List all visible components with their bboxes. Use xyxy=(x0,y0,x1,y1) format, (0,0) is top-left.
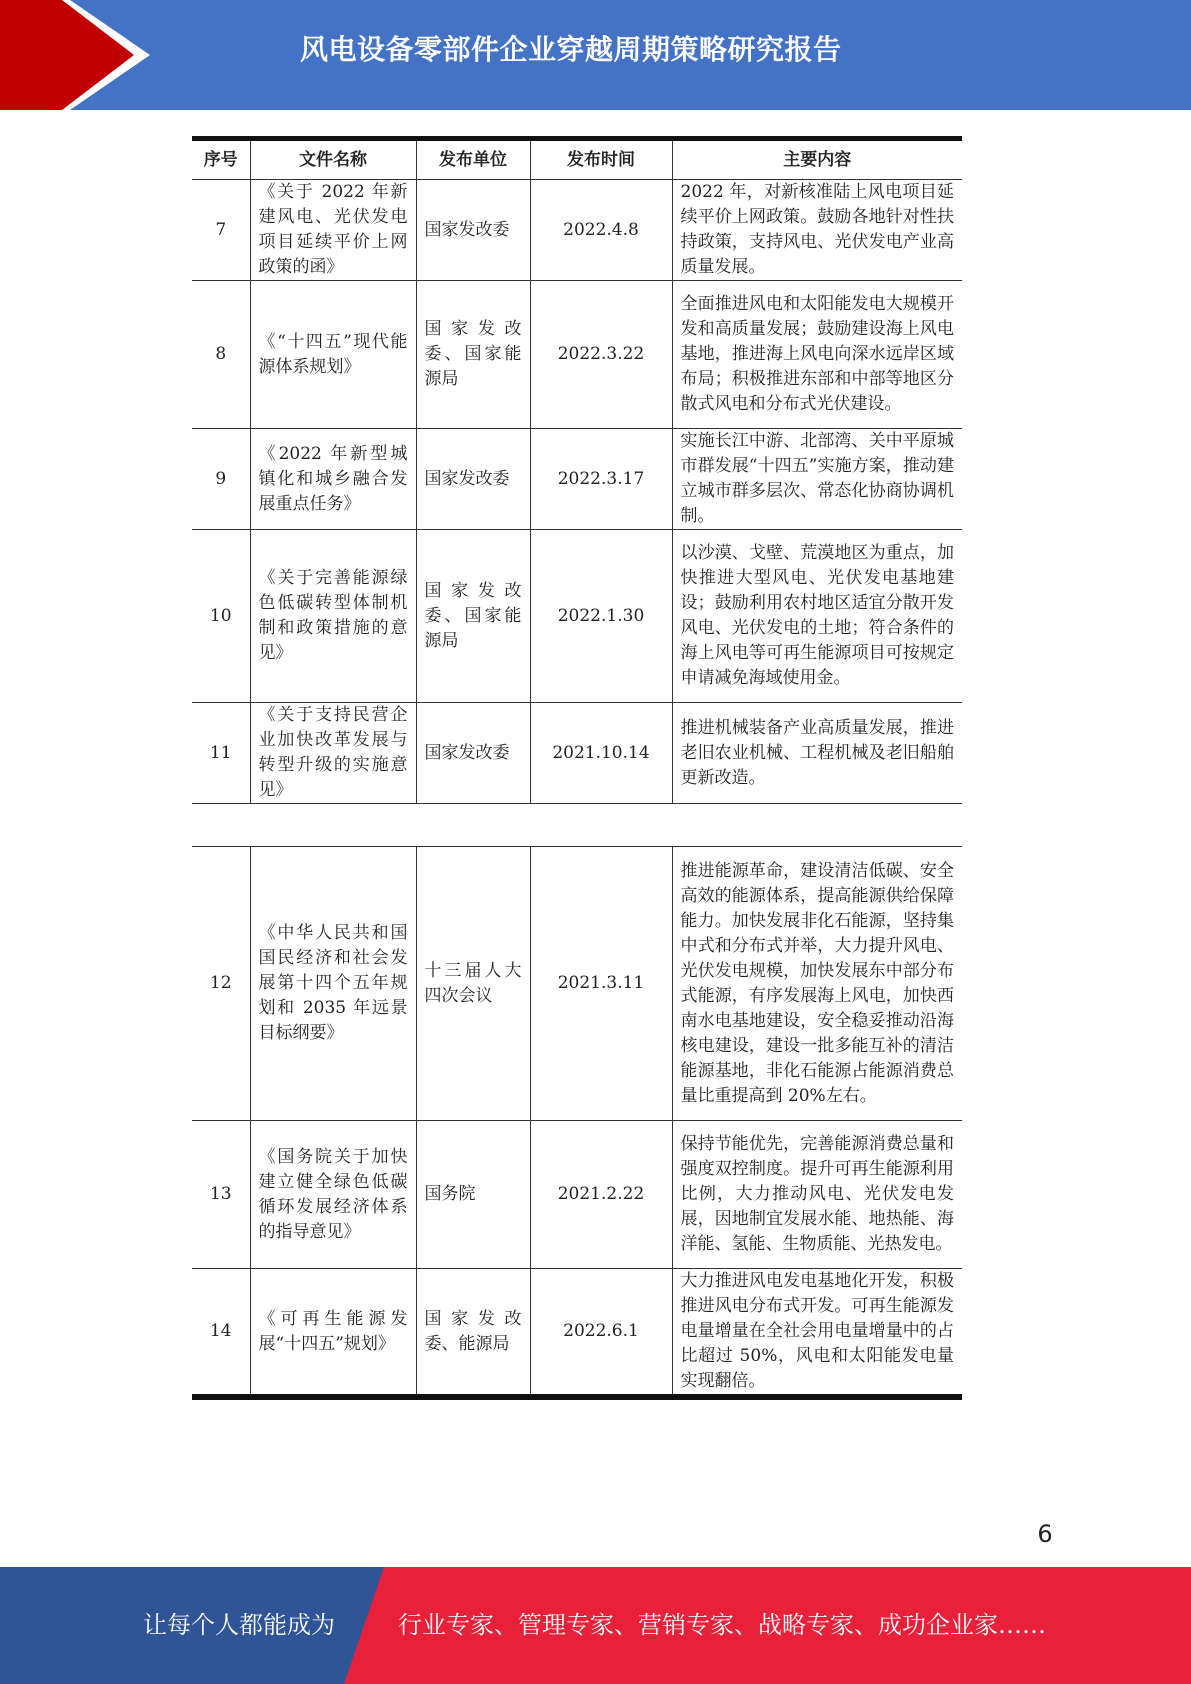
row-no: 7 xyxy=(192,180,250,281)
issuing-org: 国务院 xyxy=(416,1121,530,1269)
main-content: 以沙漠、戈壁、荒漠地区为重点，加快推进大型风电、光伏发电基地建设；鼓励利用农村地区适宜分散开发风电、光伏发电的土地；符合条件的海上风电等可再生能源项目可按规定申请减免海域使用金。 xyxy=(672,530,962,703)
table-row xyxy=(192,1121,962,1269)
document-name: 《关于 2022 年新建风电、光伏发电项目延续平价上网政策的函》 xyxy=(250,180,416,281)
column-header-org: 发布单位 xyxy=(416,139,530,180)
table-row xyxy=(192,281,962,429)
header-chevron-icon xyxy=(0,0,160,110)
column-header-no: 序号 xyxy=(192,139,250,180)
table-row xyxy=(192,847,962,1121)
main-content: 全面推进风电和太阳能发电大规模开发和高质量发展；鼓励建设海上风电基地，推进海上风电向深水远岸区域布局；积极推进东部和中部等地区分散式风电和分布式光伏建设。 xyxy=(672,281,962,429)
row-no: 9 xyxy=(192,429,250,530)
document-name: 《国务院关于加快建立健全绿色低碳循环发展经济体系的指导意见》 xyxy=(250,1121,416,1269)
issuing-org: 国家发改委、国家能源局 xyxy=(416,530,530,703)
document-name: 《“十四五”现代能源体系规划》 xyxy=(250,281,416,429)
main-content: 保持节能优先，完善能源消费总量和强度双控制度。提升可再生能源利用比例，大力推动风电、光伏发电发展，因地制宜发展水能、地热能、海洋能、氢能、生物质能、光热发电。 xyxy=(672,1121,962,1269)
footer-slogan-right: 行业专家、管理专家、营销专家、战略专家、成功企业家…… xyxy=(398,1611,1046,1639)
issuing-org: 国家发改委 xyxy=(416,429,530,530)
footer-slogan-left: 让每个人都能成为 xyxy=(143,1611,335,1639)
row-no: 12 xyxy=(192,847,250,1121)
main-content: 大力推进风电发电基地化开发，积极推进风电分布式开发。可再生能源发电量增量在全社会用电量增量中的占比超过 50%，风电和太阳能发电量实现翻倍。 xyxy=(680,1271,954,1391)
main-content: 实施长江中游、北部湾、关中平原城市群发展“十四五”实施方案，推动建立城市群多层次、常态化协商协调机制。 xyxy=(672,429,962,530)
row-no: 14 xyxy=(192,1269,250,1398)
issue-date: 2021.2.22 xyxy=(530,1121,672,1269)
main-content: 2022 年，对新核准陆上风电项目延续平价上网政策。鼓励各地针对性扶持政策，支持风电、光伏发电产业高质量发展。 xyxy=(672,180,962,281)
row-no: 8 xyxy=(192,281,250,429)
report-title: 风电设备零部件企业穿越周期策略研究报告 xyxy=(300,33,842,66)
issue-date: 2021.10.14 xyxy=(530,703,672,804)
table-row xyxy=(192,703,962,804)
document-name: 《可再生能源发展“十四五”规划》 xyxy=(250,1269,416,1398)
row-no: 10 xyxy=(192,530,250,703)
document-name: 《关于支持民营企业加快改革发展与转型升级的实施意见》 xyxy=(250,703,416,804)
header-bar xyxy=(0,0,1191,110)
issuing-org: 国家发改委、能源局 xyxy=(416,1269,530,1398)
issuing-org: 国家发改委 xyxy=(416,180,530,281)
document-name: 《2022 年新型城镇化和城乡融合发展重点任务》 xyxy=(250,429,416,530)
issuing-org: 十三届人大四次会议 xyxy=(416,847,530,1121)
table-row xyxy=(192,1269,962,1398)
document-name: 《关于完善能源绿色低碳转型体制机制和政策措施的意见》 xyxy=(250,530,416,703)
column-header-name: 文件名称 xyxy=(250,139,416,180)
main-content: 推进能源革命，建设清洁低碳、安全高效的能源体系，提高能源供给保障能力。加快发展非化石能源，坚持集中式和分布式并举，大力提升风电、光伏发电规模，加快发展东中部分布式能源，有序发展海上风电，加快西南水电基地建设，安全稳妥推动沿海核电建设，建设一批多能互补的清洁能源基地，非化石能源占能源消费总量比重提高到 20%左右。 xyxy=(672,847,962,1121)
issue-date: 2021.3.11 xyxy=(530,847,672,1121)
table-row xyxy=(192,180,962,281)
table-row xyxy=(192,530,962,703)
column-header-date: 发布时间 xyxy=(530,139,672,180)
policy-table-part-1 xyxy=(192,136,962,804)
issuing-org: 国家发改委、国家能源局 xyxy=(416,281,530,429)
issuing-org: 国家发改委 xyxy=(416,703,530,804)
main-content: 推进机械装备产业高质量发展，推进老旧农业机械、工程机械及老旧船舶更新改造。 xyxy=(672,703,962,804)
column-header-content: 主要内容 xyxy=(672,139,962,180)
row-no: 11 xyxy=(192,703,250,804)
issue-date: 2022.3.17 xyxy=(530,429,672,530)
issue-date: 2022.4.8 xyxy=(530,180,672,281)
policy-table-part-2 xyxy=(192,846,962,1400)
issue-date: 2022.1.30 xyxy=(530,530,672,703)
issue-date: 2022.6.1 xyxy=(530,1269,672,1398)
footer-banner xyxy=(0,1567,1191,1684)
table-header-row xyxy=(192,139,962,180)
table-row xyxy=(192,429,962,530)
page-number: 6 xyxy=(1037,1520,1053,1548)
row-no: 13 xyxy=(192,1121,250,1269)
document-name: 《中华人民共和国国民经济和社会发展第十四个五年规划和 2035 年远景目标纲要》 xyxy=(250,847,416,1121)
issue-date: 2022.3.22 xyxy=(530,281,672,429)
